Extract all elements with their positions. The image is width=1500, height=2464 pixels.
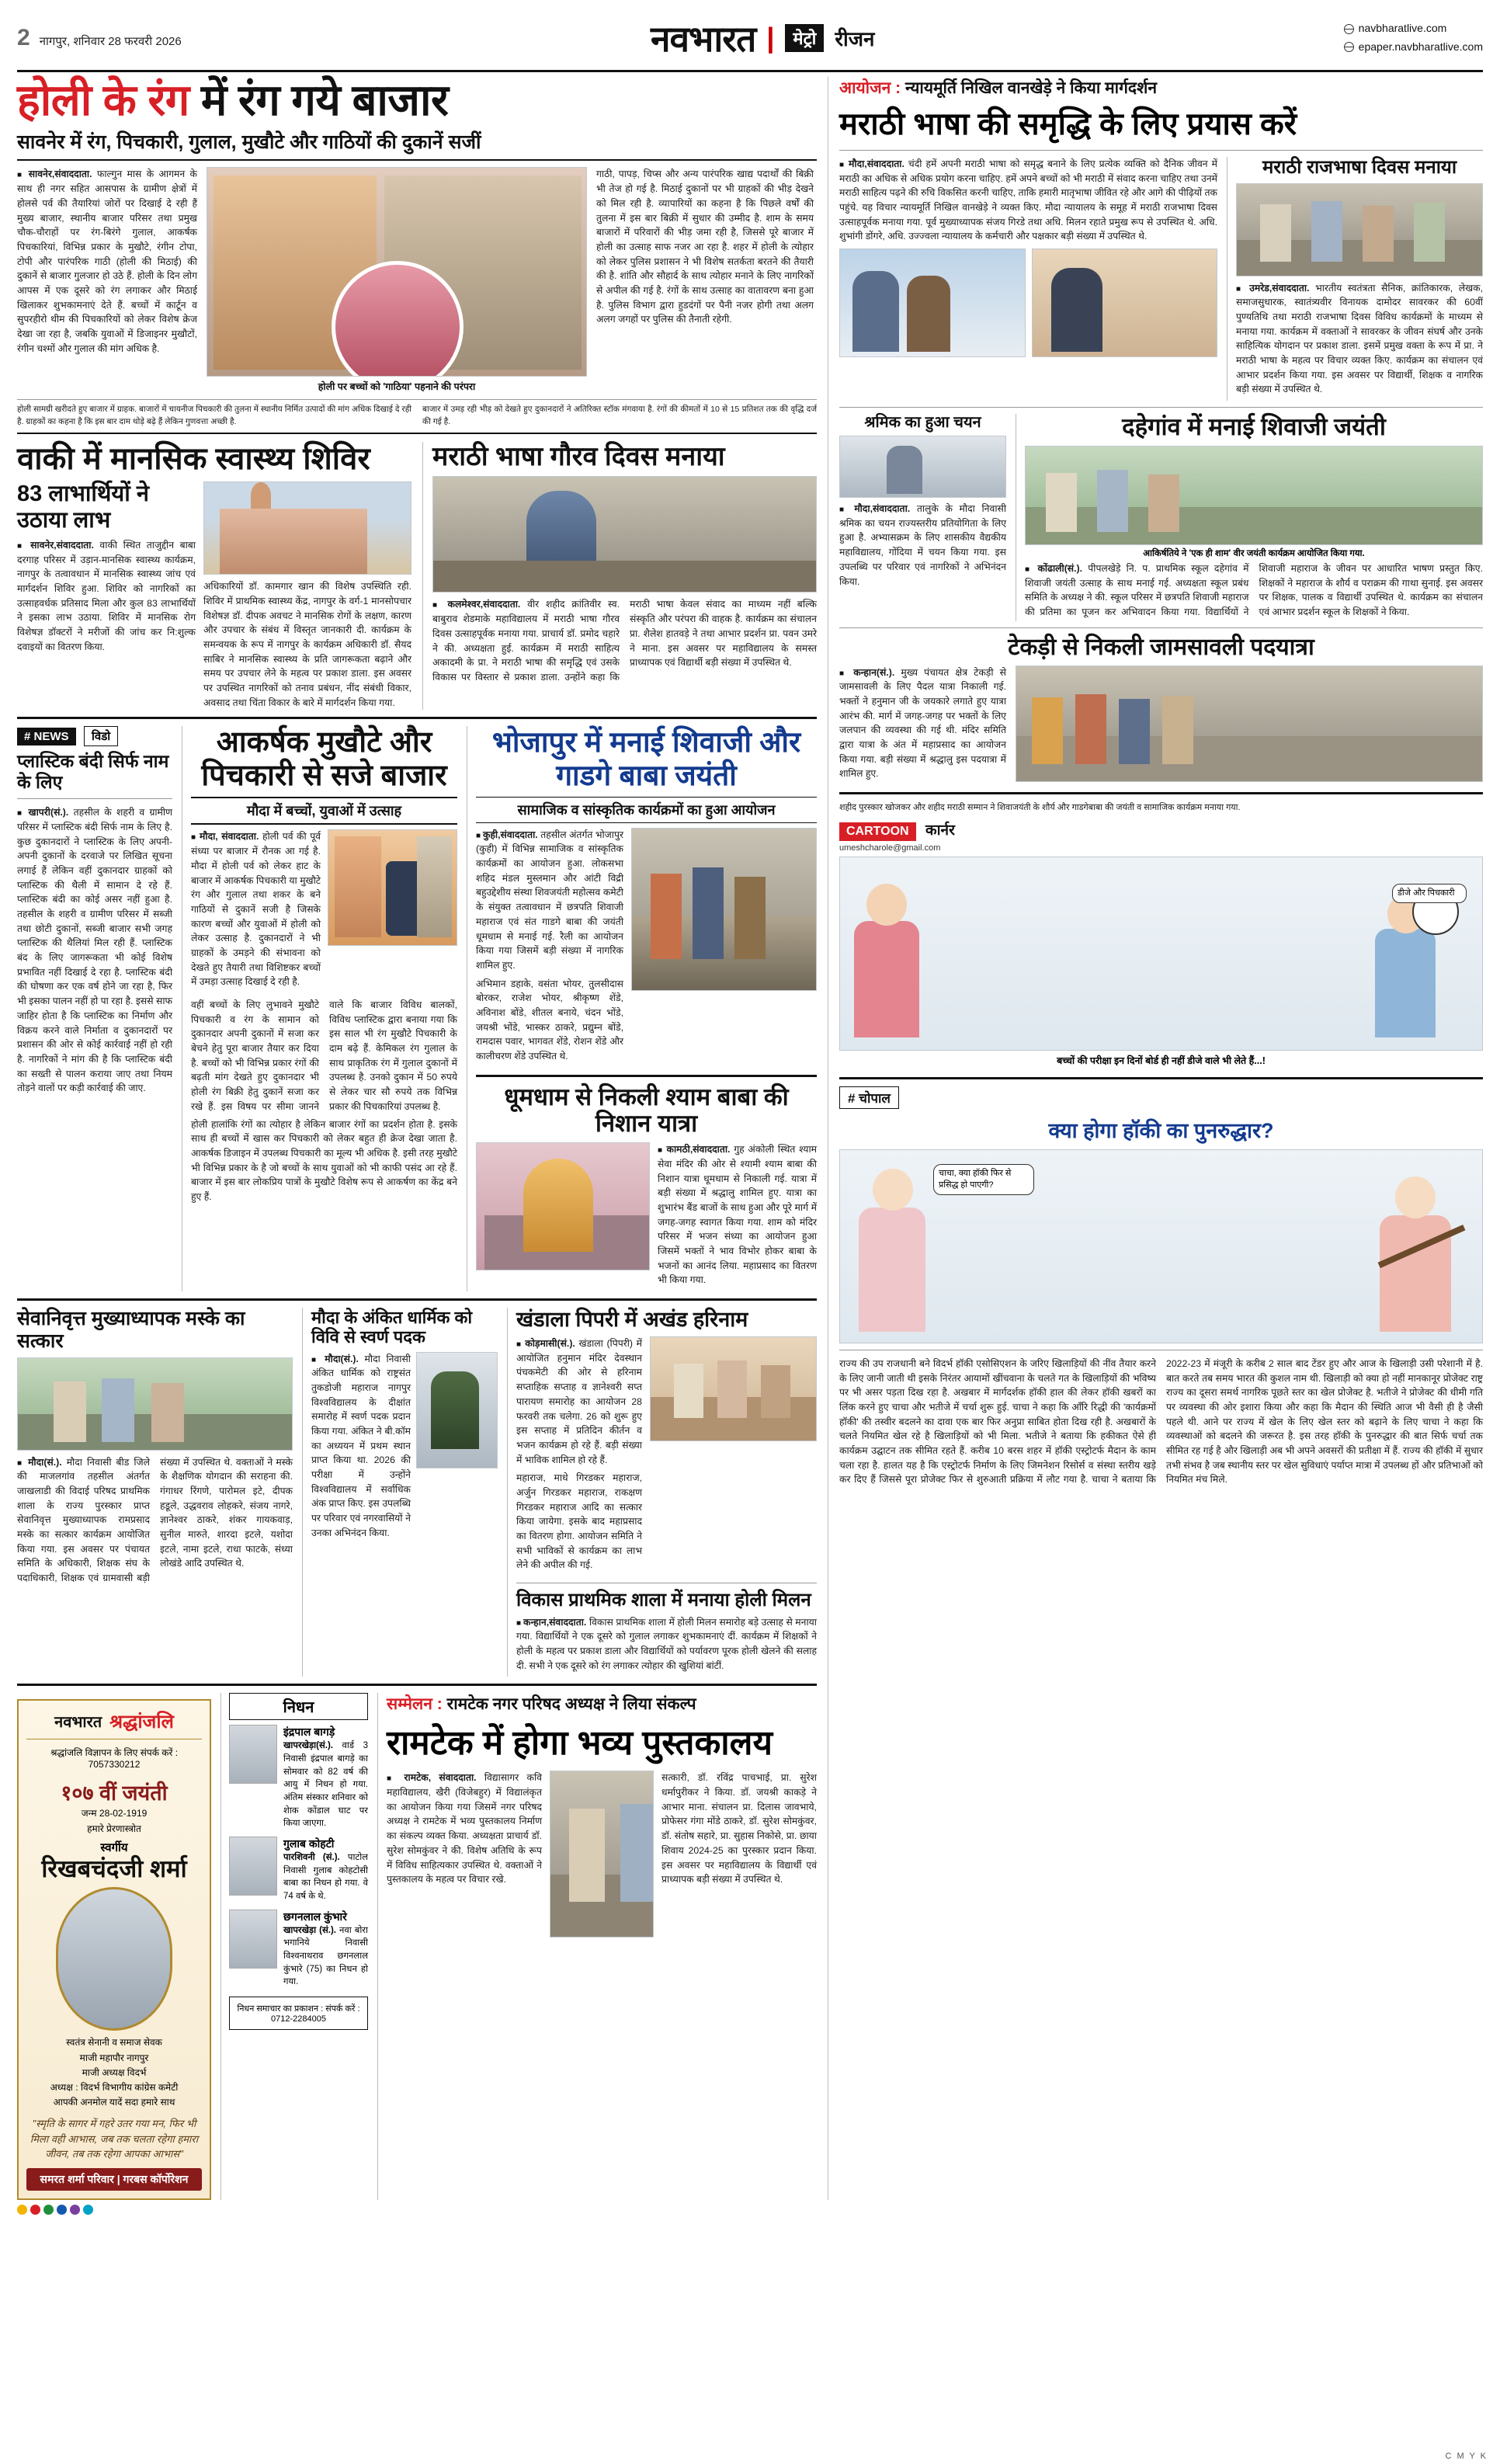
shramika-text: ■ मौदा,संवाददाता. तालुके के मौदा निवासी श्रमिक का चयन राज्यस्तरीय प्रतियोगिता के लिए हुआ है. अभ्यासक्रम के लिए शासकीय वैद्यकीय महाविद्यालय, गोंदिया में चयन किया गया. इस उपलब्धि पर परिवार एवं नागरिकों ने अभिनंदन किया. [839, 502, 1006, 589]
news-badge: # NEWS [17, 728, 76, 745]
waki-photo [203, 481, 411, 575]
sammelan-photo [550, 1771, 654, 1937]
chopal-headline: क्या होगा हॉकी का पुनरुद्धार? [1048, 1118, 1274, 1142]
news-video-headline: प्लास्टिक बंदी सिर्फ नाम के लिए [17, 751, 169, 792]
sammelan-kicker: सम्मेलन : रामटेक नगर परिषद अध्यक्ष ने लिया संकल्प [387, 1695, 696, 1714]
swarna-padak-photo [416, 1352, 498, 1468]
news-badges [17, 726, 172, 746]
dahegaon-photo [1025, 446, 1483, 545]
logo-separator: | [766, 22, 775, 54]
news-video-story [17, 726, 172, 1291]
bhojapur-subline: सामाजिक व सांस्कृतिक कार्यक्रमों का हुआ आयोजन [476, 797, 817, 823]
sammelan-headline: रामटेक में होगा भव्य पुस्तकालय [387, 1724, 773, 1763]
marathi-gaurav-story [422, 442, 817, 710]
obit-line-3: अध्यक्ष : विदर्भ विभागीय कांग्रेस कमेटी [50, 2081, 179, 2093]
masthead [17, 14, 1483, 72]
cartoon-top-text: शहीद पुरस्कार खोजकर और शहीद मराठी सम्मान ने शिवाजयंती के शौर्य और गाडगेबाबा की जयंती व सामाजिक कार्यक्रम मनाया गया. [839, 803, 1241, 813]
lead-footnote-right: बाजार में उमड़ रही भीड़ को देखते हुए दुकानदारों ने अतिरिक्त स्टॉक मंगवाया है. रंगों की कीमतों में 10 से 15 प्रतिशत तक की वृद्धि दर्ज की गई है. [422, 405, 817, 427]
rajbhasha-headline: मराठी राजभाषा दिवस मनाया [1262, 157, 1457, 178]
waki-story [17, 442, 411, 710]
sammelan-block [377, 1693, 817, 2199]
marathi-gaurav-text: ■ कलमेश्वर,संवाददाता. वीर शहीद क्रांतिवीर स्व. बाबुराव शेडमाके महाविद्यालय में मराठी भाषा गौरव दिवस उत्साहपूर्वक मनाया गया. प्राचार्य डॉ. प्रमोद चहारे ने की. अध्यक्षता हुई. कार्यक्रम में मराठी साहित्य अकादमी के प्रा. ने मराठी भाषा की समृद्धि एवं उसके विकास पर विस्तार से प्रकाश डाला. उन्होंने कहा कि मराठी भाषा केवल संवाद का माध्यम नहीं बल्कि संस्कृति और परंपरा की वाहक है. कार्यक्रम का संचालन प्रा. शैलेश हातवड़े ने तथा आभार प्रदर्शन प्रा. पवन उमरे ने माना. इस अवसर पर महाविद्यालय के समस्त प्राध्यापक एवं विद्यार्थी बड़ी संख्या में उपस्थित थे. [432, 597, 817, 684]
news-video-text: ■ खापरी(सं.). तहसील के शहरी व ग्रामीण परिसर में प्लास्टिक बंदी सिर्फ नाम के लिए है. कुछ दुकानदारों ने प्लास्टिक के लिए अपनी-अपनी दुकानों के दरवाजे पर लिखित सूचना लगाई हैं लेकिन वहीं दुकानदार ग्राहकों को प्लास्टिक की थैली में सामान दे रहे हैं. प्लास्टिक बंदी का कोई असर नहीं हुआ है. तहसील के शहरी व ग्रामीण परिसर में सब्जी तथा छोटी दुकानों, सब्जी बाजार सभी जगह प्लास्टिक की थैलियां मिल रही हैं. प्लास्टिक बंद के लिए जागरूकता भी कोई विशेष प्रभावित नहीं दिखाई दे रहा है. प्लास्टिक बंदी की घोषणा कर एक वर्ष होने जा रहा है, फिर भी इसका पालन नहीं हो पा रहा है. इससे साफ जाहिर होता है कि प्लास्टिक का निर्माण और विक्रय करने वाले निर्माता व दुकानदारों पर प्रशासन की ओर से कोई कार्रवाई नहीं हो रही है. नागरिकों ने मांग की है कि प्लास्टिक बंदी का सख्ती से पालन कराया जाए तथा नियम तोड़ने वालों पर कड़ी कार्रवाई की जाए. [17, 805, 172, 1096]
nidhan-item [229, 1725, 368, 1830]
page-grid [17, 77, 1483, 2200]
bhojapur-headline: भोजापुर में मनाई शिवाजी और गाडगे बाबा जयंती [491, 726, 801, 791]
nidhan-place: खापरखेड़ा(सं.). [283, 1741, 333, 1751]
sammelan-text-1: ■ रामटेक, संवाददाता. विद्यासागर कवि महाविद्यालय, खैरी (विजेबहुर) में विद्यालंकृत का आयोजन किया गया जिसमें नगर परिषद अध्यक्ष ने रामटेक में भव्य पुस्तकालय निर्माण का संकल्प व्यक्त किया. अध्यक्षता प्राचार्य डॉ. सुरेश सोमकुंवर ने की. विशेष अतिथि के रूप में विविध साहित्यकार उपस्थित थे. वक्ताओं ने पुस्तकालय के महत्व पर विचार रखे. [387, 1771, 542, 1937]
sevanivrutt-block [17, 1308, 293, 1677]
dahegaon-text: ■ कोंढाली(सं.). पीपलखेड़े नि. प. प्राथमिक स्कूल दहेगांव में शिवाजी जयंती उत्साह के साथ मनाई गई. अध्यक्षता स्कूल प्रबंध समिति के अध्यक्ष ने की. स्कूल परिसर में छत्रपति शिवाजी महाराज की प्रतिमा का पूजन कर अभिवादन किया गया. विद्यार्थियों ने शिवाजी महाराज के जीवन पर आधारित भाषण प्रस्तुत किए. शिक्षकों ने महाराज के शौर्य व पराक्रम की गाथा सुनाई. इस अवसर पर शिक्षक, पालक व विद्यार्थी उपस्थित थे. कार्यक्रम का संचालन एवं आभार प्रदर्शन स्कूल के शिक्षकों ने किया. [1025, 561, 1483, 621]
tekdi-story [839, 634, 1483, 785]
ayojan-text: ■ मौदा,संवाददाता. चंदी हमें अपनी मराठी भाषा को समृद्ध बनाने के लिए प्रत्येक व्यक्ति को दैनिक जीवन में मराठी का अधिक से अधिक प्रयोग करना चाहिए. हमें अपने बच्चों को भी मराठी में संवाद करना चाहिए तथा उनमें मराठी साहित्य पढ़ने की रुचि विकसित करनी चाहिए, ताकि हमारी मातृभाषा जीवित रहे और आगे की पीढ़ियों तक पहुंचे. यह विचार न्यायमूर्ति निखिल वानखेड़े ने व्यक्त किए. मौदा न्यायालय के समूह में मराठी राजभाषा दिवस उत्साहपूर्वक मनाया गया. पूर्व मुख्याध्यापक संजय गिरडे तथा अधि. मिलन रहाते प्रमुख रूप से उपस्थित थे. अधि. शुभांगी डोंगरे, अधि. उज्ज्वला न्यायालय के कर्मचारी और पक्षकार बड़ी संख्या में उपस्थित थे. [839, 157, 1217, 244]
shyam-baba-photo [476, 1142, 650, 1270]
right-rail [828, 77, 1483, 2200]
nidhan-item [229, 1837, 368, 1903]
chopal-bubble: चाचा, क्या हॉकी फिर से प्रसिद्ध हो पाएगी? [933, 1164, 1034, 1195]
cartoon-image [839, 857, 1483, 1051]
nidhan-body: वार्ड 3 निवासी इंद्रपाल बागड़े का सोमवार को 82 वर्ष की आयु में निधन हो गया. अंतिम संस्कार शनिवार को शेाक कोंडाल घाट पर किया जाएगा. [283, 1741, 368, 1829]
swarna-padak-text: ■ मौदा(सं.). मौदा निवासी अंकित धार्मिक को राष्ट्रसंत तुकडोजी महाराज नागपुर विश्वविद्यालय के दीक्षांत समारोह में स्वर्ण पदक प्रदान किया गया. अंकित ने बी.कॉम का अध्ययन में प्रथम स्थान प्राप्त किया था. 2026 की परीक्षा में उन्होंने विश्वविद्यालय में सर्वाधिक अंक प्राप्त किए. इस उपलब्धि पर परिवार एवं नगरवासियों ने उनका अभिनंदन किया. [311, 1352, 411, 1545]
cartoon-bubble: डीजे और पिचकारी [1392, 884, 1467, 903]
cartoon-caption: बच्चों की परीक्षा इन दिनों बोर्ड ही नहीं डीजे वाले भी लेते हैं...! [1057, 1055, 1266, 1066]
nidhan-item [229, 1910, 368, 1989]
rajbhasha-text: ■ उमरेड,संवाददाता. भारतीय स्वतंत्रता सैनिक, क्रांतिकारक, लेखक, समाजसुधारक, स्वातंत्र्यवीर विनायक दामोदर सावरकर की 60वीं पुण्यतिथि तथा मराठी राजभाषा दिवस विविध कार्यक्रमों के माध्यम से मनाया गया. कार्यक्रम में वक्ताओं ने सावरकर के जीवन संघर्ष और उनके साहित्यिक योगदान पर प्रकाश डाला. इसमें प्रमुख वक्ता के रूप में प्रा. ने मराठी भाषा के महत्व पर विचार व्यक्त किए. कार्यक्रम का संचालन एवं आभार प्रदर्शन किया गया. इस अवसर पर विद्यार्थी, शिक्षक व नागरिक बड़ी संख्या में उपस्थित थे. [1236, 281, 1483, 398]
waki-text-1: ■ सावनेर,संवाददाता. वाकी स्थित ताजुद्दीन बाबा दरगाह परिसर में उड़ान-मानसिक स्वास्थ्य कार्यक्रम, नागपुर के तत्वावधान में मानसिक स्वास्थ्य जांच एवं मार्गदर्शन शिविर हुआ. शिविर को नागरिकों का उत्साहवर्धक प्रतिसाद मिला और कुल 83 लाभार्थियों ने इसका लाभ उठाया. शिविर में मानसिक रोग विशेषज्ञ डॉक्टरों ने मरीजों की जांच कर नि:शुल्क दवाइयों का वितरण किया. [17, 538, 196, 655]
nidhan-body: पाटोल निवासी गुलाब कोहटोसी बाबा का निधन हो गया. वे 74 वर्ष के थे. [283, 1853, 368, 1902]
vikas-school-headline: विकास प्राथमिक शाला में मनाया होली मिलन [516, 1590, 811, 1611]
obit-word: श्रद्धांजलि [109, 1712, 174, 1733]
bhojapur-block [467, 726, 817, 1291]
ayojan-headline: मराठी भाषा की समृद्धि के लिए प्रयास करें [839, 107, 1297, 141]
obit-quote: "स्मृति के सागर में गहरे उतर गया मन, फिर भी मिला वही आभास, जब तक चलता रहेगा हमारा जीवन, तब तक रहेगा आपका आभास" [30, 2118, 199, 2160]
lead-subhead: सावनेर में रंग, पिचकारी, गुलाल, मुखौटे और गाठियों की दुकानें सजीं [17, 128, 817, 161]
mukhaute-subline: मौदा में बच्चों, युवाओं में उत्साह [191, 797, 457, 825]
rajbhasha-story [1227, 157, 1483, 401]
obit-line-1: माजी महापौर नागपुर [79, 2052, 149, 2063]
nidhan-photo [229, 1910, 277, 1969]
tekdi-headline: टेकड़ी से निकली जामसावली पदयात्रा [1008, 634, 1314, 661]
khandala-headline: खंडाला पिपरी में अखंड हरिनाम [516, 1308, 748, 1332]
ayojan-photo-2 [1032, 248, 1218, 357]
left-block [17, 77, 817, 2200]
nidhan-photo [229, 1837, 277, 1896]
bhojapur-text: ■ कुही,संवाददाता. तहसील अंतर्गत भोजापुर (कुही) में विभिन्न सामाजिक व सांस्कृतिक कार्यक्रमों का आयोजन हुआ. लोकसभा शहिद मंडल मुस्लमान और आंटी विद्री बहुउद्देशीय संस्था शिवजयंती महोत्सव कमेटी के संयुक्त तत्वावधान में छत्रपति शिवाजी महाराज एवं संत गाडगे बाबा की जयंती धूमधाम से मनाई गई. रैली का आयोजन किया गया जिसमें बड़ी संख्या में नागरिक शामिल हुए. अभिमान डहाके, वसंता भोयर, तुलसीदास बोरकर, राजेश भोयर, श्रीकृष्ण शेंडे, अविनाश बोंडे, शीतल बनाये, चंदन भोंडे, जयश्री भोंडे, भास्कर ठाकरे, प्रद्युम्न बोंडे, रामदास पवार, भागवत शेंडे, रोशन शेंडे और कालीचरण शेंडे उपस्थित थे. [476, 828, 623, 1068]
obituary-block [17, 1693, 211, 2199]
obit-portrait [56, 1887, 172, 2031]
chopal-text: राज्य की उप राजधानी बने विदर्भ हॉकी एसोसिएशन के जरिए खिलाड़ियों की नींव तैयार करने के लिए जानी जाती थी इसके निरंतर आयामों खींचवाना के चलते गत के खिलाड़ियों की भविष्य पर भी असर पड़ता दिख रहा है. अखबार में मार्गदर्शक हॉकी हाल की लेकर हॉकी खबरों का लिंक करने हुए चाचा और भतीजे में चर्चा शुरू हुई. चाचा ने कहा कि आँरि रिद्धी की 'कार्यक्रमों हॉकी' की तस्वीर बदलने का दावा एक बार फिर अनुप्रा साबित होता दिख रही है. अखबारों के चलते नियमित खेल रहे है खिलाड़ियों को भी मिला. भतीजे ने बताया कि हकीकत ऐसे ही कार्यक्रम उद्घाटन तक सीमित रहते हैं. करीब 10 बरस शहर में हॉकी एस्ट्रोटर्फ मैदान के काम चला रहा है. हालत यह है कि एस्ट्रोटर्फ निर्माण के लिए जिमनेशन रिसोर्स व संस्था स्तरीय खड़े कर दिए हैं जिससे पूरा प्रोजेक्ट फिर से शुरुआती प्रक्रिया में लौट गया है. चाचा ने बताया कि 2022-23 में मंजूरी के करीब 2 साल बाद टेंडर हुए और आज के खिलाड़ी उसी परेशानी में है. बात करते तब समय भारत की कुशल नाम थी. खिलाड़ी को क्या हो नहीं मानकानूर प्रोजेक्ट राष्ट्र राज्य का दूसरा समर्थ नागरिक पूछते स्तर का खेल प्रोजेक्ट है. भतीजे ने प्रोजेक्ट की धीमी गति पर व्यवस्था की ओर इशारा किया और कहा कि मैदान की स्थिति आज भी वैसी ही है जैसी पहले थी. आने पर राज्य में खेल के लिए खेल स्तर को बढ़ाने के लिए चाचा ने कहा कि व्यवस्थाओं को बदलने की जरूरत है. इस तरह हॉकी के पुनरुद्धार की बात सिर्फ चर्चा तक सीमित रह गई है और खिलाड़ी अब भी अपने अवसरों की प्रतीक्षा में हैं. राज्य की हॉकी में सुधार तभी संभव है जब स्थानीय स्तर पर खेल सुविधाएं पर्याप्त मात्रा में उपलब्ध हों और प्रतिभाओं को नियमित मंच मिले. [839, 1357, 1483, 1486]
vikas-school-text: ■ कन्हान,संवाददाता. विकास प्राथमिक शाला में होली मिलन समारोह बड़े उत्साह से मनाया गया. विद्यार्थियों ने एक दूसरे को गुलाल लगाकर शुभकामनाएं दीं. कार्यक्रम में शिक्षकों ने होली के महत्व पर प्रकाश डाला और विद्यार्थियों को पर्यावरण पूरक होली खेलने की सलाह दी. सभी ने एक दूसरे को रंग लगाकर त्योहार की खुशियां बांटीं. [516, 1615, 817, 1673]
khandala-block [507, 1308, 817, 1677]
mukhaute-text-2: वहीं बच्चों के लिए लुभावने मुखौटे पिचकारी व रंग के सामान को दुकानदार अपनी दुकानों में सजा कर बेचने हेतु पूरा बाजार तैयार कर दिया है. बच्चों को भी विभिन्न प्रकार रंगों की बढ़ती मांग देखते हुए दुकानदार भी होली रंग बिक्री हेतु दुकानें सजा कर रखे हैं. इस विषय पर सीमा जानने वाले कि बाजार विविध बालकों, विविध प्लास्टिक द्वारा बनाया गया कि इस साल भी रंग मुखौटे पिचकारी के दाम बढ़े हैं. केमिकल रंग गुलाल के साथ प्राकृतिक रंग में गुलाल दुकानों में उपलब्ध है. उनको दुकान में 50 रुपये से लेकर चार सौ रुपये तक विभिन्न प्रकार की पिचकारियां उपलब्ध है. [191, 999, 457, 1112]
waki-headline: वाकी में मानसिक स्वास्थ्य शिविर [17, 442, 370, 477]
ayojan-kicker: आयोजन : न्यायमूर्ति निखिल वानखेड़े ने किया मार्गदर्शन [839, 79, 1158, 97]
marathi-gaurav-headline: मराठी भाषा गौरव दिवस मनाया [432, 442, 725, 472]
mukhaute-text-3: होली हालांकि रंगों का त्योहार है लेकिन बाजार रंगों का प्रदर्शन होता है. इसके साथ ही बच्चों में खास कर पिचकारी को लेकर बहुत ही क्रेज देखा जाता है. आकर्षक डिजाइन में उपलब्ध पिचकारी का मूल्य भी अधिक है. इसी तरह मुखौटे भी विभिन्न प्रकार के है जो बच्चों के साथ युवाओं को भी काफी पसंद आ रहे हैं. बाजार में इस बार लोकप्रिय पात्रों के मुखौटे विशेष रूप से आकर्षण का केंद्र बने हुए हैं. [191, 1118, 457, 1202]
obit-relation: हमारे प्रेरणास्त्रोत [87, 1823, 141, 1834]
obit-line-0: स्वतंत्र सेनानी व समाज सेवक [66, 2037, 162, 2049]
shyam-baba-text: ■ कामठी,संवाददाता. गुह अंकोली स्थित श्याम सेवा मंदिर की ओर से श्यामी श्याम बाबा की निशान यात्रा धूमधाम से निकाली गई. यात्रा में बड़ी संख्या में श्रद्धालु शामिल हुए. यात्रा का शुभारंभ बैंड बाजों के साथ हुआ और पूरे मार्ग में जगह-जगह स्वागत किया गया. शाम को मंदिर परिसर में भजन संध्या का आयोजन हुआ जिसमें भक्तों ने भाव विभोर होकर बाबा के भजनों का आनंद लिया. महाप्रसाद का वितरण भी किया गया. [658, 1142, 817, 1291]
ayojan-photo-1 [839, 248, 1026, 357]
waki-text-2: अधिकारियों डॉ. कामगार खान की विशेष उपस्थिति रही. शिविर में प्राथमिक स्वास्थ्य केंद्र, नागपुर के वर्ग-1 मानसोपचार विशेषज्ञ डॉ. दीपक अवचट ने मानसिक रोगों के लक्षण, कारण और उपचार के संबंध में विस्तृत जानकारी दी. कार्यक्रम के समन्वयक के रूप में नागपुर के कार्यक्रम अधिकारी डॉ. सैयद साबिर ने मानसिक स्वास्थ्य के प्रति जागरूकता बढ़ाने और समय पर उपचार लेने के महत्व पर प्रकाश डाला. इस अवसर पर उपस्थित नागरिकों को तनाव प्रबंधन, नींद संबंधी विकार, अवसाद तथा चिंता विकार के बारे में मार्गदर्शन किया गया. [203, 581, 411, 708]
rajbhasha-photo [1236, 183, 1483, 276]
publication-logo: नवभारत [650, 19, 756, 59]
chopal-badge: # चोपाल [839, 1086, 899, 1109]
lead-headline: होली के रंग में रंग गये बाजार [17, 75, 449, 124]
mukhaute-headline: आकर्षक मुखौटे और पिचकारी से सजे बाजार [201, 726, 447, 792]
dahegaon-story [1016, 414, 1483, 621]
video-badge[interactable]: विडो [84, 726, 118, 746]
cmyk-marks: C M Y K [1445, 2452, 1488, 2461]
cartoon-tag-hi: कार्नर [925, 822, 955, 839]
mukhaute-photo [328, 829, 457, 946]
khandala-text: ■ कोड़मासी(सं.). खंडाला (पिपरी) में आयोजित हनुमान मंदिर देवस्थान पंचकमेटी की ओर से हरिनाम सप्ताहिक सप्ताह व ज्ञानेश्वरी सप्त पारायण समारोह का आयोजन 28 फरवरी तक चलेगा. 26 को शुरू हुए इस सप्ताह में प्रतिदिन कीर्तन व भजन कार्यक्रम हो रहे हैं. बड़ी संख्या में भाविक शामिल हो रहे हैं. महाराज, माधे गिरडकर महाराज, अर्जुन गिरडकर महाराज, राकक्षण गिरडकर महाराज आदि का सत्कार किया जायेगा. इसके बाद महाप्रसाद का वितरण होगा. आयोजन समिति ने सभी भाविकों से कार्यक्रम का लाभ लेने की अपील की गई. [516, 1336, 642, 1576]
obit-footer: समरत शर्मा परिवार | गरबस कॉर्पोरेशन [26, 2168, 202, 2191]
masthead-left [17, 25, 182, 51]
lead-photo-caption: होली पर बच्चों को 'गाठिया' पहनाने की परंपरा [318, 381, 476, 393]
obit-name: रिखबचंदजी शर्मा [41, 1854, 187, 1882]
obit-swargiya: स्वर्गीय [100, 1840, 128, 1854]
masthead-links [1344, 19, 1483, 57]
sevanivrutt-photo [17, 1357, 293, 1451]
shramika-photo [839, 436, 1006, 498]
nidhan-name: छगनलाल कुंभारे [283, 1910, 347, 1923]
lead-story [17, 77, 817, 434]
dateline: नागपुर, शनिवार 28 फरवरी 2026 [39, 35, 182, 48]
sammelan-text-2: सत्कारी, डॉ. रविंद्र पाचभाई, प्रा. सुरेश धर्मापुरीकर ने किया. डॉ. जयश्री काकड़े ने आभार माना. संचालन प्रा. दिलास जावभाये, प्रोफेसर गंगा मोंडे ठाकरे, डॉ. सुरेश सोमकुंवर, डॉ. संतोष सहारे, प्रा. सुहास निकोसे, प्रा. छाया शिवाय 2024-25 का पुरस्कार प्रदान किया. इस अवसर पर महाविद्यालय के विद्यार्थी एवं प्राध्यापक बड़ी संख्या में उपस्थित थे. [661, 1772, 817, 1885]
obit-contact: श्रद्धांजलि विज्ञापन के लिए संपर्क करें : 7057330212 [50, 1747, 179, 1771]
epaper-url[interactable]: epaper.navbharatlive.com [1358, 40, 1483, 53]
obit-brand: नवभारत [54, 1714, 102, 1732]
lead-footnote-left: होली सामग्री खरीदते हुए बाजार में ग्राहक. बाजारों में चायनीज पिचकारी की तुलना में स्थानीय निर्मित उत्पादों की मांग अधिक दिखाई दे रही है. ग्राहकों का कहना है कि इस बार दाम थोड़े बढ़े हैं लेकिन गुणवत्ता अच्छी है. [17, 405, 411, 427]
shyam-baba-headline: धूमधाम से निकली श्याम बाबा की निशान यात्रा [504, 1083, 789, 1138]
edition-label: रीजन [835, 27, 875, 50]
cartoon-tag: CARTOON [839, 822, 916, 841]
swarna-padak-block [311, 1308, 498, 1677]
nidhan-place: पारशिवनी (सं.). [283, 1853, 340, 1863]
cartoon-header [839, 819, 1483, 841]
lead-byline: सावनेर,संवाददाता. [28, 169, 92, 180]
shramika-story [839, 414, 1006, 621]
nidhan-footer: निधन समाचार का प्रकाशन : संपर्क करें : 0712-2284005 [229, 1997, 368, 2030]
cartoon-block [839, 801, 1483, 1070]
ayojan-left [839, 157, 1217, 401]
swarna-padak-headline: मौदा के अंकित धार्मिक को विवि से स्वर्ण पदक [311, 1308, 473, 1347]
lead-photo [207, 167, 587, 377]
nidhan-name: गुलाब कोहटी [283, 1837, 335, 1851]
obit-jayanti: १०७ वीं जयंती [61, 1781, 168, 1805]
ayojan-story [839, 77, 1483, 1487]
lead-photo-group [207, 167, 587, 396]
mukhaute-text-1: ■ मौदा, संवाददाता. होली पर्व की पूर्व संध्या पर बाजार में रौनक आ गई है. मौदा में होली पर्व को लेकर हाट के बाजार में आकर्षक पिचकारी या मुखौटे रंग और गुलाल तथा शकर के बने गाठियों से दुकानें सजी है जिसके कारण बच्चों और युवाओं में होली को लेकर उत्साह है. दुकानदारों ने भी ग्राहकों के उमड़ने की संभावना को देखते हुए तैयारी तथा विशिष्टकर बच्चों में उमड़ा उत्साह दिखाई दे रही है. [191, 829, 321, 993]
cartoon-email: umeshcharole@gmail.com [839, 843, 941, 853]
shramika-headline: श्रमिक का हुआ चयन [864, 414, 981, 432]
bhojapur-photo [631, 828, 817, 991]
tekdi-text: ■ कन्हान(सं.). मुख्य पंचायत क्षेत्र टेकड़ी से जामसावली के लिए पैदल यात्रा निकाली गई. भक्तों ने हनुमान जी के जयकारे लगाते हुए यात्रा आरंभ की. मार्ग में जगह-जगह पर भक्तों के लिए जलपान की व्यवस्था की गई थी. मंदिर समिति द्वारा यात्रा के अंत में महाप्रसाद का आयोजन किया गया. बड़ी संख्या में श्रद्धालु इस पदयात्रा में शामिल हुए. [839, 666, 1006, 786]
waki-subhead: 83 लाभार्थियों ने उठाया लाभ [17, 481, 149, 533]
tekdi-photo [1016, 666, 1483, 782]
nidhan-block [220, 1693, 368, 2199]
sevanivrutt-text: ■ मौदा(सं.). मौदा निवासी बीड जिले की माजलगांव तहसील अंतर्गत जाखलाडी की विदाई परिषद प्राथमिक शाला के राज्य पुरस्कार प्राप्त सेवानिवृत्त मुख्याध्यापक रामप्रसाद मस्के का सत्कार कार्यक्रम आयोजित किया गया. इस अवसर पर पंचायत समिति के अधिकारी, शिक्षक संघ के पदाधिकारी, शिक्षक एवं ग्रामवासी बड़ी संख्या में उपस्थित थे. वक्ताओं ने मस्के के शैक्षणिक योगदान की सराहना की. गंगाधर रिंगणे, पारोमल इटे, दीपक हडूले, उद्धवराव लोहकरे, संजय नागरे, ज्ञानेश्वर ठाकरे, शंकर गायकवाड़, सुनील मारुते, शारदा इटले, यशोदा इटले, नामा इटले, राधा फाटके, संध्या लोखंडे आदि उपस्थित थे. [17, 1455, 293, 1586]
dahegaon-photo-caption: आकिर्षतिये ने 'एक ही शाम' वीर जयंती कार्यक्रम आयोजित किया गया. [1143, 548, 1365, 558]
dahegaon-headline: दहेगांव में मनाई शिवाजी जयंती [1122, 413, 1386, 441]
nidhan-body: नवा बोरा भगानिये निवासी विश्वनाथराव छगनलाल कुंभारे (75) का निधन हो गया. [283, 1925, 368, 1987]
lead-text-col2: गाठी, पापड़, चिप्स और अन्य पारंपरिक खाद्य पदार्थों की बिक्री भी तेज हो गई है. मिठाई दुकानों पर भी ग्राहकों की भीड़ देखने को मिल रही है. व्यापारियों का कहना है कि पिछले वर्षों की तुलना में इस बार बिक्री में सुधार की उम्मीद है. शाम के समय बाजारों में परिवारों की भीड़ जमा रही है, जिससे पूरे बाजार में होली का उत्साह साफ नजर आ रहा है. शहर में होली के त्योहार को लेकर पुलिस प्रशासन ने भी विशेष सतर्कता बरतने की तैयारी की है. शांति और सौहार्द के साथ त्योहार मनाने के लिए नागरिकों से अपील की गई है. रंगों के साथ उत्साह का वातावरण बना हुआ है. पुलिस विभाग द्वारा हुडदंगों पर पैनी नजर होगी तथा अलग अलग जगहों पर पुलिस की तैनाती रहेगी. [596, 169, 814, 325]
lead-text-col1: ■ सावनेर,संवाददाता. फाल्गुन मास के आगमन के साथ ही नगर सहित आसपास के ग्रामीण क्षेत्रों में होलसे पर्व की तैयारियां जोरों पर दिखाई दे रही हैं मुख्य बाजार, स्थानीय बाजार परिसर तथा प्रमुख चौक-चौराहों पर रंग-बिरंगे गुलाल, आकर्षक पिचकारियां, विभिन्न प्रकार के मुखौटे, रंगीन टोपा, टोपी और पारंपरिक गाठी (होली की मिठाई) की दुकानें से बाजार गुलजार हो उठे हैं. होली के दिन लोग आपस में एक दूसरे को रंग लगाकर और मिठाई खिलाकर शुभकामनाएं देते हैं. बच्चों में कार्टून व सुपरहीरो थीम की पिचकारियों को लेकर विशेष क्रेज देखा जा रहा है, जबकि युवाओं में डिजाइनर मुखौटों, रंगीन चश्मों और गुलाल की मांग अधिक है. [17, 167, 197, 396]
khandala-photo [650, 1336, 817, 1441]
obit-line-4: आपकी अनमोल यादें सदा हमारे साथ [53, 2097, 175, 2108]
globe-icon [1344, 24, 1354, 34]
obit-line-2: माजी अध्यक्ष विदर्भ [82, 2066, 147, 2078]
marathi-gaurav-photo [432, 476, 817, 593]
sevanivrutt-headline: सेवानिवृत्त मुख्याध्यापक मस्के का सत्कार [17, 1308, 245, 1352]
obit-dob: जन्म 28-02-1919 [81, 1808, 148, 1819]
nidhan-photo [229, 1725, 277, 1784]
chopal-block [839, 1086, 1483, 1487]
registration-colorbar [17, 2205, 1483, 2215]
chopal-image [839, 1149, 1483, 1343]
page-number: 2 [17, 25, 30, 50]
mukhaute-story [182, 726, 457, 1291]
nidhan-title: निधन [229, 1693, 368, 1720]
website-url[interactable]: navbharatlive.com [1358, 22, 1447, 35]
right-lower-left-block [302, 1308, 817, 1677]
globe-icon [1344, 42, 1354, 52]
masthead-logo-group [651, 14, 875, 62]
nidhan-name: इंद्रपाल बागड़े [283, 1725, 335, 1739]
edition-badge: मेट्रो [785, 24, 824, 52]
nidhan-place: खापरखेड़ा (सं.). [283, 1925, 336, 1935]
